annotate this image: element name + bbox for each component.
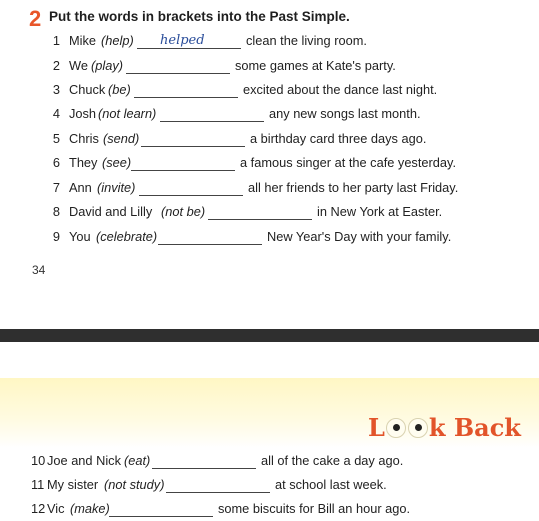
item-subject: Mike	[69, 33, 97, 48]
item-verb: (not study)	[104, 477, 165, 492]
item-subject: Joe and Nick	[47, 453, 121, 468]
item-number: 3	[52, 82, 60, 97]
item-rest: some biscuits for Bill an hour ago.	[218, 501, 411, 516]
item-rest: New Year's Day with your family.	[267, 229, 452, 244]
item-subject: Ann	[69, 180, 92, 195]
answer-blank[interactable]	[134, 97, 238, 98]
answer-blank[interactable]	[160, 121, 264, 122]
exercise-number: 2	[29, 6, 42, 31]
item-rest: all of the cake a day ago.	[261, 453, 404, 468]
page-number: 34	[32, 263, 46, 277]
item-rest: at school last week.	[275, 477, 387, 492]
item-verb: (eat)	[124, 453, 151, 468]
item-verb: (make)	[70, 501, 110, 516]
item-subject: Vic	[47, 501, 65, 516]
continued-exercise	[0, 448, 539, 521]
item-verb: (be)	[108, 82, 131, 97]
item-number: 10	[31, 453, 46, 468]
item-subject: They	[69, 155, 98, 170]
answer-blank[interactable]	[208, 219, 312, 220]
item-verb: (send)	[103, 131, 140, 146]
item-subject: Chris	[69, 131, 99, 146]
item-rest: all her friends to her party last Friday.	[248, 180, 459, 195]
item-verb: (see)	[102, 155, 132, 170]
answer-blank[interactable]	[139, 195, 243, 196]
item-verb: (celebrate)	[96, 229, 158, 244]
eye-icon	[408, 418, 428, 438]
handwritten-answer: helped	[160, 33, 205, 48]
item-number: 2	[52, 58, 60, 73]
item-subject: Josh	[69, 106, 97, 121]
look-back-logo	[368, 413, 521, 442]
answer-blank[interactable]	[137, 48, 241, 49]
item-number: 12	[31, 501, 46, 516]
item-subject: You	[69, 229, 91, 244]
item-rest: in New York at Easter.	[317, 204, 443, 219]
item-subject: We	[69, 58, 88, 73]
item-verb: (not learn)	[98, 106, 157, 121]
item-verb: (invite)	[97, 180, 136, 195]
item-number: 7	[52, 180, 60, 195]
page-divider	[0, 329, 539, 342]
exercise-instruction: Put the words in brackets into the Past Simple.	[49, 9, 350, 24]
item-rest: excited about the dance last night.	[243, 82, 438, 97]
item-subject: My sister	[47, 477, 99, 492]
answer-blank[interactable]	[152, 468, 256, 469]
page-gap	[0, 342, 539, 378]
item-number: 4	[52, 106, 60, 121]
look-back-prefix: L	[368, 413, 385, 442]
answer-blank[interactable]	[131, 170, 235, 171]
item-number: 6	[52, 155, 60, 170]
answer-blank[interactable]	[126, 73, 230, 74]
item-number: 11	[31, 477, 45, 492]
eye-icon	[386, 418, 406, 438]
answer-blank[interactable]	[109, 516, 213, 517]
item-rest: a birthday card three days ago.	[250, 131, 427, 146]
item-subject: David and Lilly	[69, 204, 153, 219]
item-number: 9	[52, 229, 60, 244]
answer-blank[interactable]	[166, 492, 270, 493]
item-verb: (not be)	[161, 204, 206, 219]
answer-blank[interactable]	[141, 146, 245, 147]
item-verb: (help)	[101, 33, 134, 48]
item-rest: some games at Kate's party.	[235, 58, 396, 73]
item-subject: Chuck	[69, 82, 106, 97]
item-number: 5	[52, 131, 60, 146]
answer-blank[interactable]	[158, 244, 262, 245]
item-rest: clean the living room.	[246, 33, 367, 48]
item-verb: (play)	[91, 58, 123, 73]
item-rest: any new songs last month.	[269, 106, 421, 121]
item-number: 8	[52, 204, 60, 219]
item-number: 1	[52, 33, 60, 48]
look-back-suffix: k Back	[428, 413, 521, 442]
item-rest: a famous singer at the cafe yesterday.	[240, 155, 457, 170]
